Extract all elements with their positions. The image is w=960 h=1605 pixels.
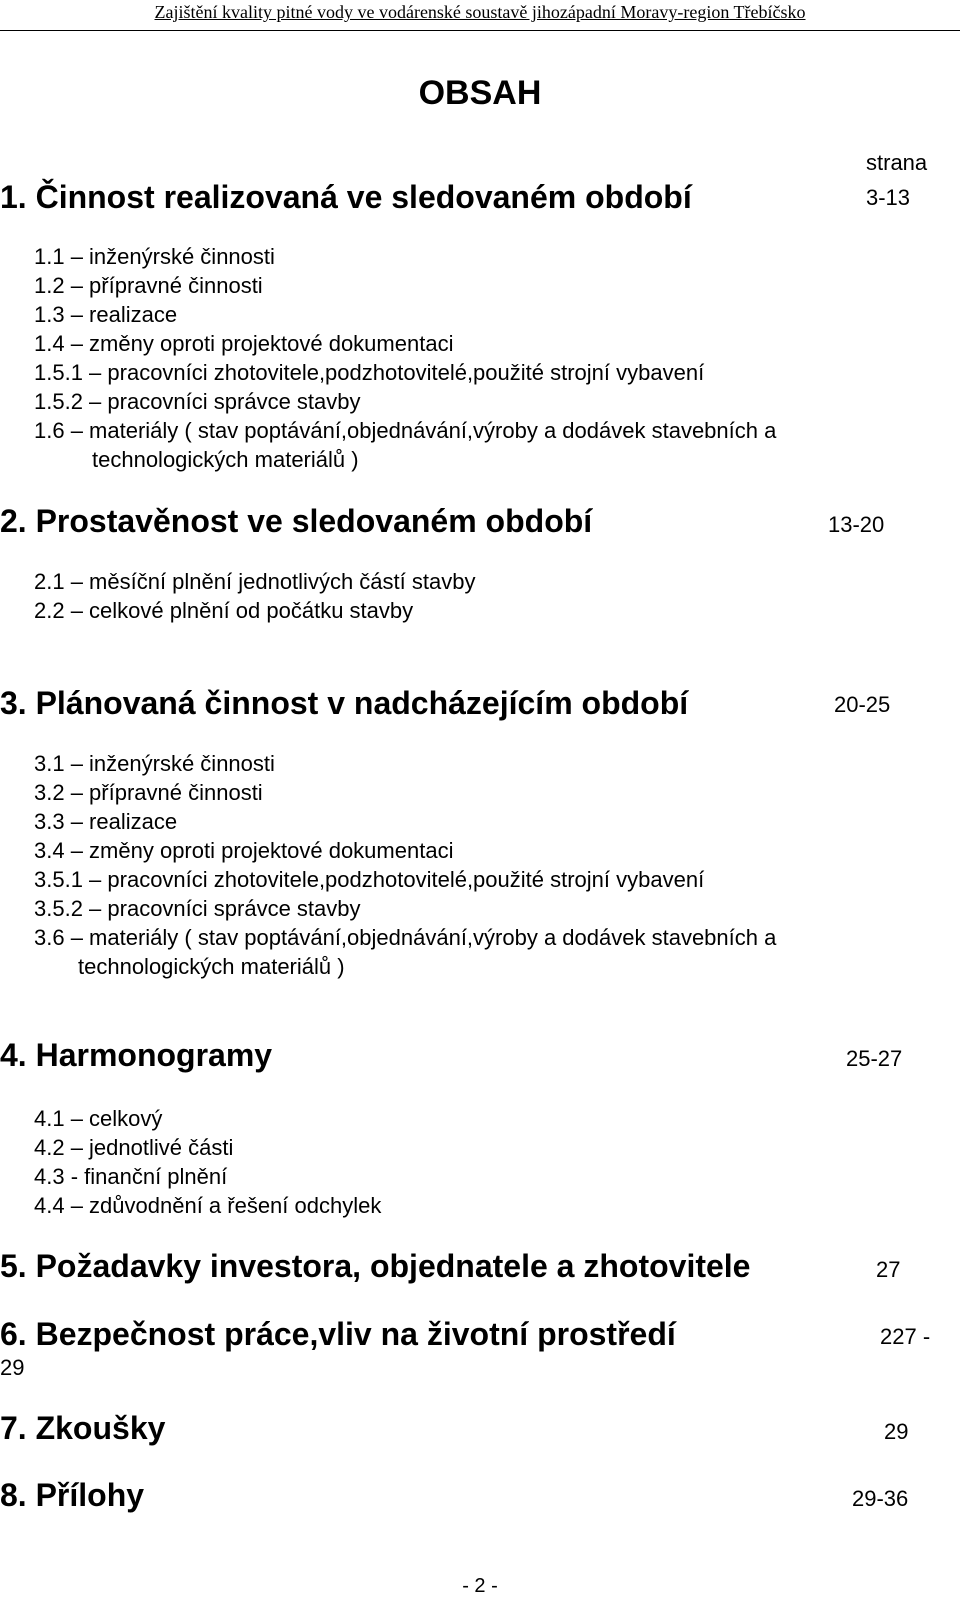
toc-item: 2.1 – měsíční plnění jednotlivých částí stavby bbox=[34, 569, 476, 594]
toc-item: 2.2 – celkové plnění od počátku stavby bbox=[34, 598, 414, 623]
section-5-pages: 27 bbox=[876, 1257, 901, 1282]
section-1-pages: 3-13 bbox=[866, 185, 911, 210]
section-4-pages: 25-27 bbox=[846, 1046, 903, 1071]
toc-item: 1.5.1 – pracovníci zhotovitele,podzhotovitelé,použité strojní vybavení bbox=[34, 360, 705, 385]
toc-item: 4.2 – jednotlivé části bbox=[34, 1135, 234, 1160]
section-6-pages: 227 - bbox=[880, 1324, 931, 1349]
toc-item: 3.6 – materiály ( stav poptávání,objednávání,výroby a dodávek stavebních a bbox=[34, 925, 777, 950]
toc-item: 3.2 – přípravné činnosti bbox=[34, 780, 263, 805]
section-5-heading: 5. Požadavky investora, objednatele a zhotovitele bbox=[0, 1248, 751, 1284]
section-3-heading: 3. Plánovaná činnost v nadcházejícím období bbox=[0, 685, 689, 721]
section-2-heading: 2. Prostavěnost ve sledovaném období bbox=[0, 503, 593, 539]
toc-item: 4.3 - finanční plnění bbox=[34, 1164, 228, 1189]
section-3-pages: 20-25 bbox=[834, 692, 891, 717]
toc-item: 1.4 – změny oproti projektové dokumentaci bbox=[34, 331, 454, 356]
page-column-label: strana bbox=[866, 150, 928, 175]
toc-item: 3.5.1 – pracovníci zhotovitele,podzhotovitelé,použité strojní vybavení bbox=[34, 867, 705, 892]
toc-title: OBSAH bbox=[418, 74, 542, 112]
toc-item: 1.1 – inženýrské činnosti bbox=[34, 244, 275, 269]
section-8-pages: 29-36 bbox=[852, 1486, 909, 1511]
section-7-heading: 7. Zkoušky bbox=[0, 1410, 166, 1446]
header-text: Zajištění kvality pitné vody ve vodárenské soustavě jihozápadní Moravy-region Třebíčsko bbox=[154, 2, 806, 22]
toc-item: 4.1 – celkový bbox=[34, 1106, 163, 1131]
toc-item: 1.3 – realizace bbox=[34, 302, 178, 327]
toc-item: 4.4 – zdůvodnění a řešení odchylek bbox=[34, 1193, 382, 1218]
section-8-heading: 8. Přílohy bbox=[0, 1477, 145, 1513]
section-6-pages-continued: 29 bbox=[0, 1355, 25, 1380]
toc-item: 1.2 – přípravné činnosti bbox=[34, 273, 263, 298]
toc-item: 1.5.2 – pracovníci správce stavby bbox=[34, 389, 361, 414]
section-1-heading: 1. Činnost realizovaná ve sledovaném období bbox=[0, 179, 692, 215]
toc-item: 3.4 – změny oproti projektové dokumentaci bbox=[34, 838, 454, 863]
toc-item: 3.3 – realizace bbox=[34, 809, 178, 834]
toc-item-continuation: technologických materiálů ) bbox=[78, 954, 345, 979]
toc-item-continuation: technologických materiálů ) bbox=[92, 447, 359, 472]
section-7-pages: 29 bbox=[884, 1419, 909, 1444]
toc-item: 3.1 – inženýrské činnosti bbox=[34, 751, 275, 776]
page-number: - 2 - bbox=[462, 1575, 498, 1597]
page-header bbox=[0, 0, 960, 31]
toc-item: 3.5.2 – pracovníci správce stavby bbox=[34, 896, 361, 921]
section-2-pages: 13-20 bbox=[828, 512, 885, 537]
toc-item: 1.6 – materiály ( stav poptávání,objednávání,výroby a dodávek stavebních a bbox=[34, 418, 777, 443]
section-4-heading: 4. Harmonogramy bbox=[0, 1037, 273, 1073]
section-6-heading: 6. Bezpečnost práce,vliv na životní prostředí bbox=[0, 1316, 676, 1352]
